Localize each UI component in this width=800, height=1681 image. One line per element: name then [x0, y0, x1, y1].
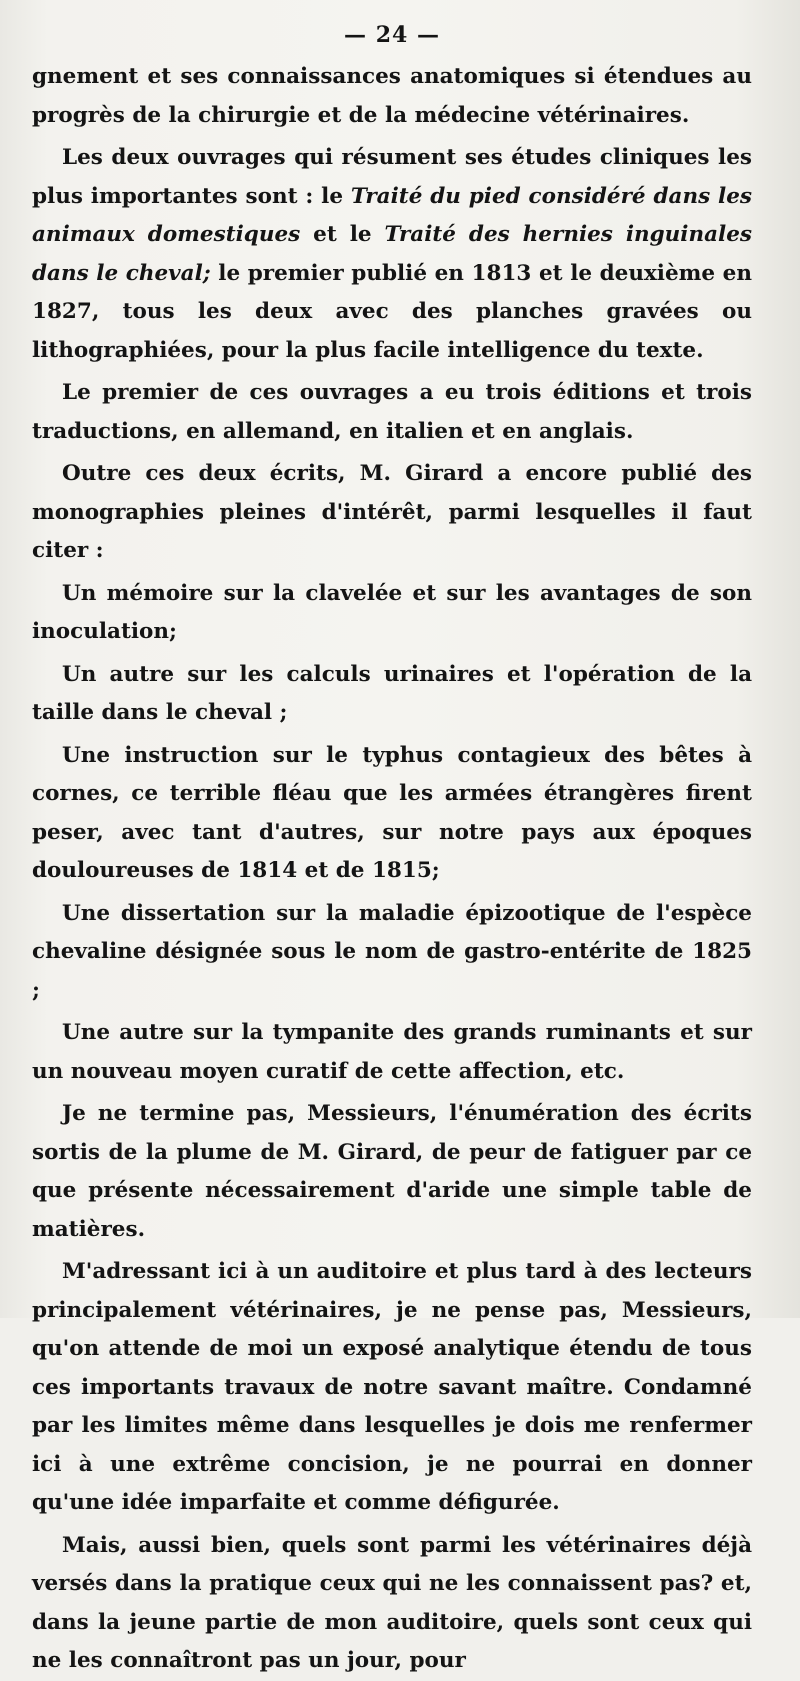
paragraph-2-text: Les deux ouvrages qui résument ses études cliniques les plus importantes sont : le — [32, 145, 752, 209]
paragraph-2 — [32, 139, 752, 370]
list-item-typhus: Une instruction sur le typhus contagieux des bêtes à cornes, ce terrible fléau que les armées étrangères firent peser, avec tant d'autres, sur notre pays aux époques douloureuses de 1814 et de 1815; — [32, 742, 752, 883]
list-item-clavelee: Un mémoire sur la clavelée et sur les avantages de son inoculation; — [32, 580, 752, 644]
list-item-calculs: Un autre sur les calculs urinaires et l'opération de la taille dans le cheval ; — [32, 661, 752, 725]
book-title-traite-du-pied: Traité du pied considéré dans les animaux domestiques — [32, 183, 752, 247]
page-number: — 24 — — [344, 22, 440, 48]
paragraph-4: Outre ces deux écrits, M. Girard a encore publié des monographies pleines d'intérêt, parmi lesquelles il faut citer : — [32, 461, 752, 563]
paragraph-11: M'adressant ici à un auditoire et plus tard à des lecteurs principalement vétérinaires, je ne pense pas, Messieurs, qu'on attende de moi un exposé analytique étendu de tous ces importants travaux de notre savant maître. Condamné par les limites même dans lesquelles je dois me renfermer ici à une extrême concision, je ne pourrai en donner qu'une idée imparfaite et comme défigurée. — [32, 1259, 752, 1515]
book-title-traite-des-hernies: Traité des hernies inguinales dans le cheval; — [32, 222, 752, 286]
paragraph-10: Je ne termine pas, Messieurs, l'énumération des écrits sortis de la plume de M. Girard, de peur de fatiguer par ce que présente nécessairement d'aride une simple table de matières. — [32, 1101, 752, 1242]
paragraph-12: Mais, aussi bien, quels sont parmi les vétérinaires déjà versés dans la pratique ceux qui ne les connaissent pas? et, dans la jeune partie de mon auditoire, quels sont ceux qui ne les connaîtront pas un jour, pour — [32, 1532, 752, 1673]
paragraph-2-text: et le — [300, 222, 385, 247]
paragraph-2-text: le premier publié en 1813 et le deuxième en 1827, tous les deux avec des planches gravées ou lithographiées, pour la plus facile intelligence du texte. — [32, 260, 752, 363]
paragraph-3: Le premier de ces ouvrages a eu trois éditions et trois traductions, en allemand, en italien et en anglais. — [32, 380, 752, 444]
paragraph-1: gnement et ses connaissances anatomiques si étendues au progrès de la chirurgie et de la médecine vétérinaires. — [32, 64, 752, 128]
list-item-gastro-enterite: Une dissertation sur la maladie épizootique de l'espèce chevaline désignée sous le nom de gastro-entérite de 1825 ; — [32, 900, 752, 1003]
list-item-tympanite: Une autre sur la tympanite des grands ruminants et sur un nouveau moyen curatif de cette affection, etc. — [32, 1020, 752, 1084]
